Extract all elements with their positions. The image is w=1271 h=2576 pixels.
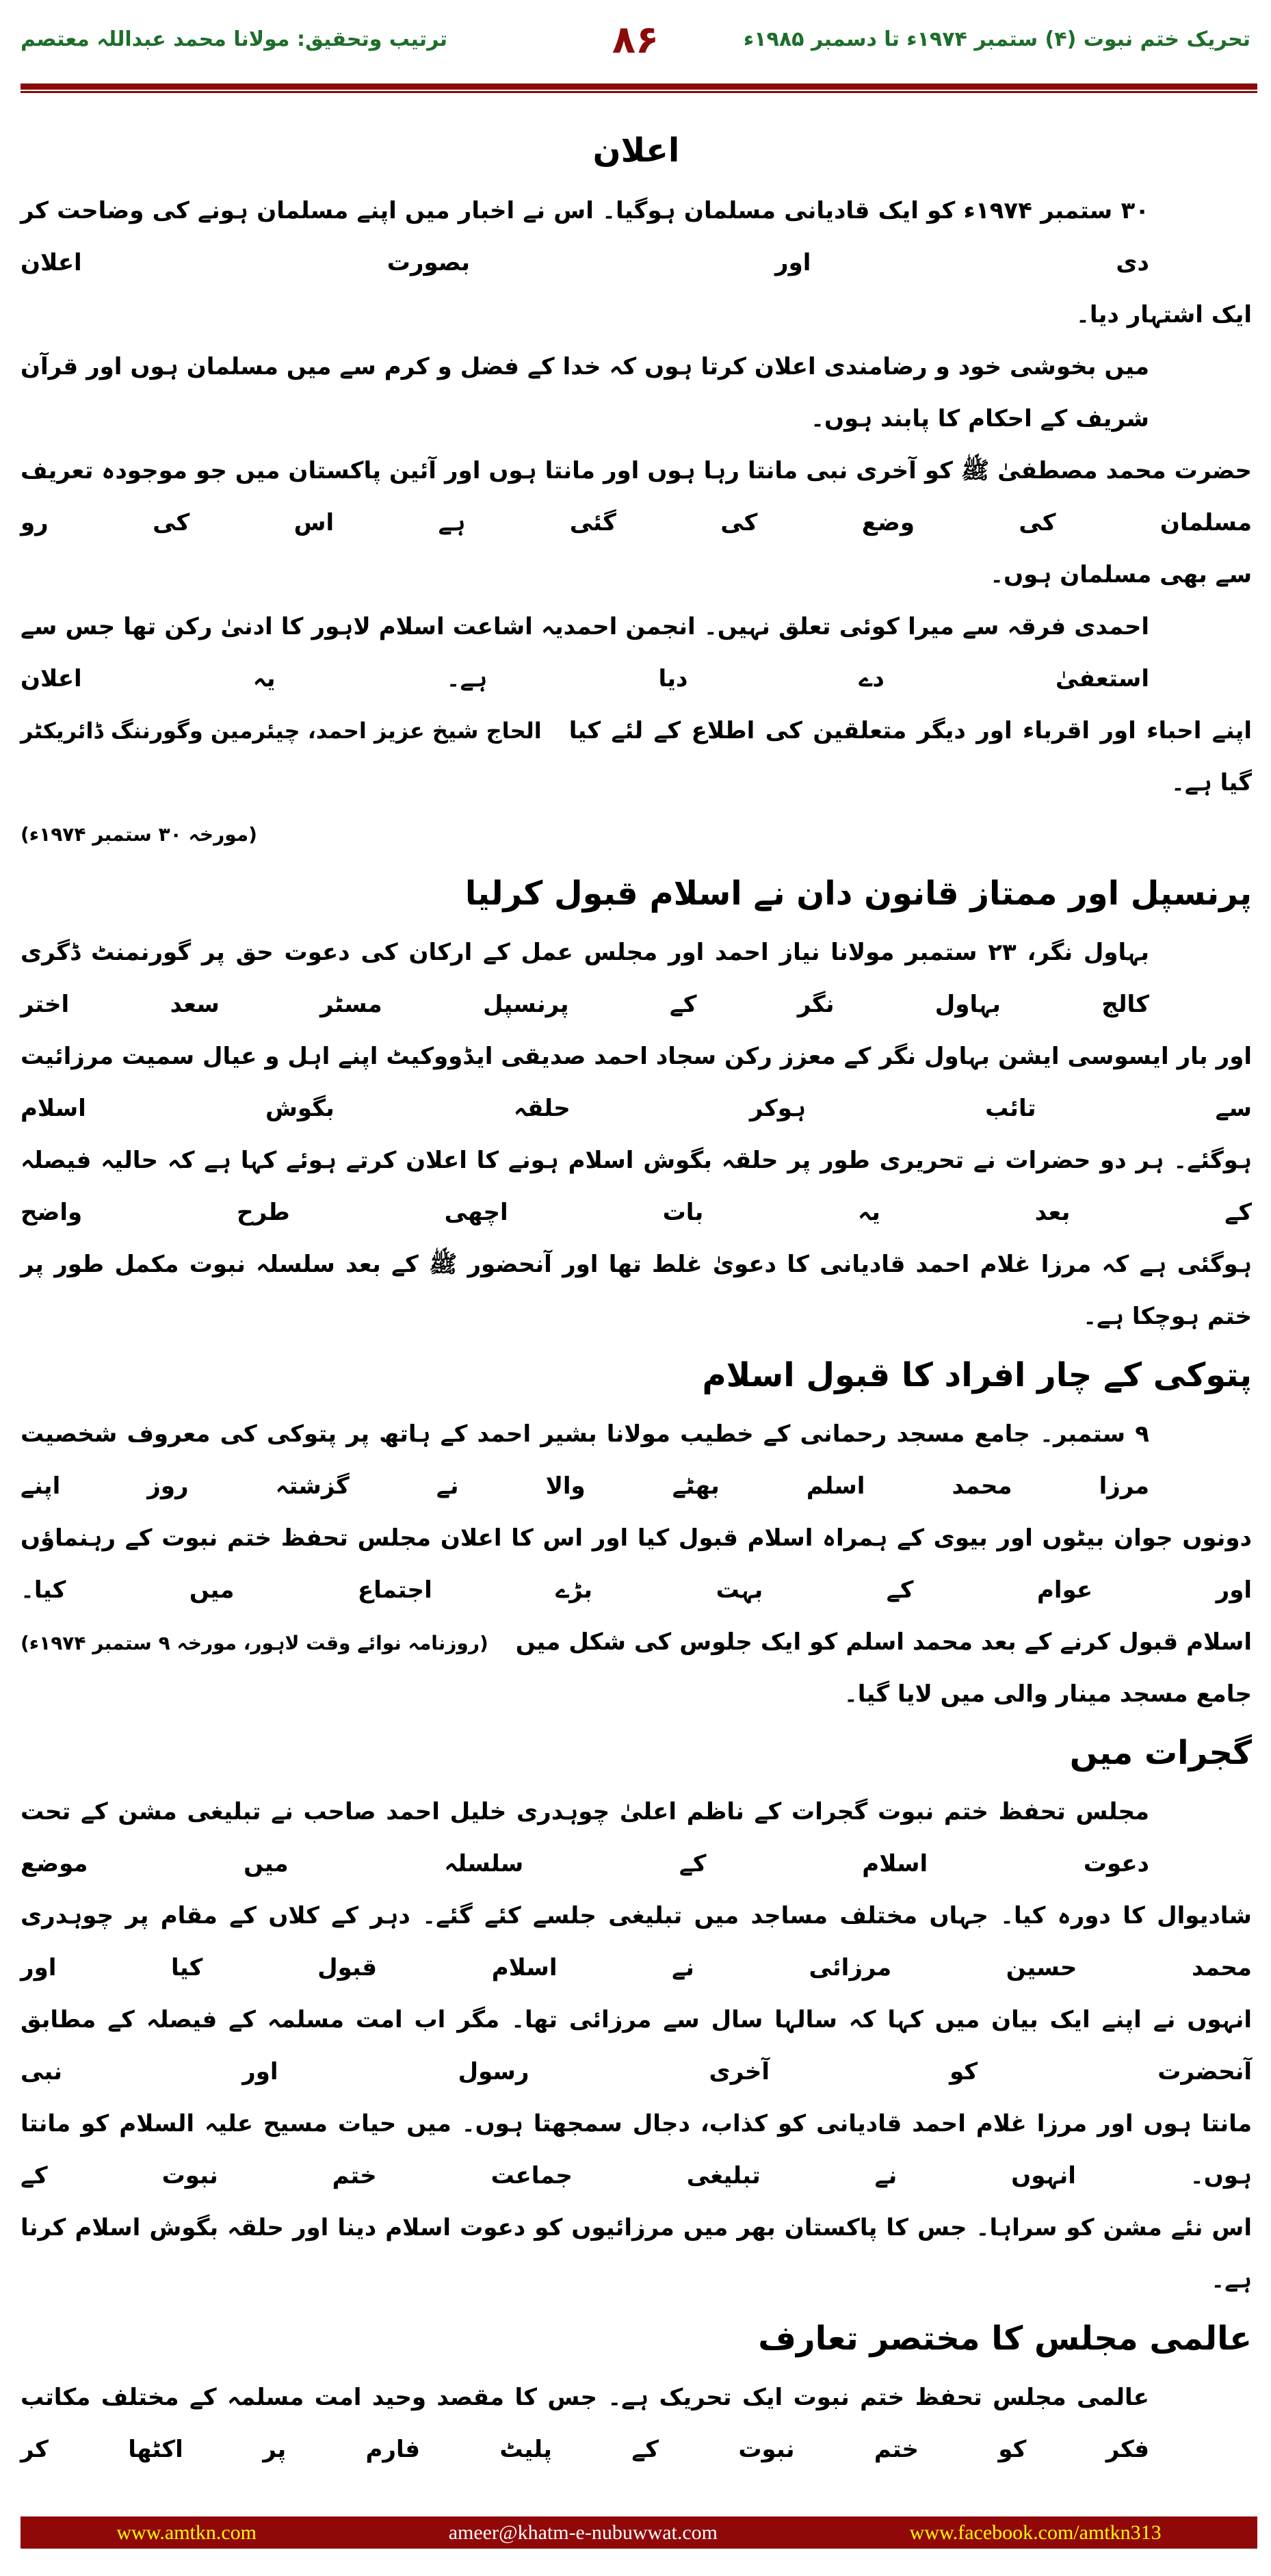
news-source: (روزنامہ نوائے وقت لاہور، مورخہ ۹ ستمبر ۱۹۷۴ء) (21, 1632, 488, 1654)
paragraph-line: انہوں نے اپنے ایک بیان میں کہا کہ سالہا سال سے مرزائی تھا۔ مگر اب امت مسلمہ کے فیصلہ کے مطابق آنحضرت کو آخری رسول اور نبی (21, 2006, 1252, 2085)
announcement-date: (مورخہ ۳۰ ستمبر ۱۹۷۴ء) (21, 823, 257, 846)
header-rule-thin (21, 91, 1257, 93)
paragraph-line: اور بار ایسوسی ایشن بہاول نگر کے معزز رکن سجاد احمد صدیقی ایڈووکیٹ اپنے اہل و عیال سمیت مرزائیت سے تائب ہوکر حلقہ بگوش اسلام (21, 1043, 1252, 1122)
paragraph-line: عالمی مجلس تحفظ ختم نبوت ایک تحریک ہے۔ جس کا مقصد وحید امت مسلمہ کے مختلف مکاتب فکر کو ختم نبوت کے پلیٹ فارم پر اکٹھا کر (21, 2384, 1149, 2463)
book-title: تحریک ختم نبوت (۴) ستمبر ۱۹۷۴ء تا دسمبر ۱۹۸۵ء (743, 27, 1250, 51)
date-row (21, 809, 1252, 861)
page-number: ۸۶ (612, 18, 659, 62)
paragraph-line: ۹ ستمبر۔ جامع مسجد رحمانی کے خطیب مولانا بشیر احمد کے ہاتھ پر پتوکی کی معروف شخصیت مرزا محمد اسلم بھٹے والا نے گزشتہ روز اپنے (21, 1420, 1149, 1500)
website-link[interactable]: www.amtkn.com (116, 2521, 257, 2544)
footer-bar (21, 2516, 1257, 2549)
signature: الحاج شیخ عزیز احمد، چیئرمین وگورننگ ڈائریکٹر (21, 718, 542, 744)
paragraph-line: میں بخوشی خود و رضامندی اعلان کرتا ہوں کہ خدا کے فضل و کرم سے میں مسلمان ہوں اور قرآن شریف کے احکام کا پابند ہوں۔ (21, 353, 1149, 432)
paragraph-line: احمدی فرقہ سے میرا کوئی تعلق نہیں۔ انجمن احمدیہ اشاعت اسلام لاہور کا ادنیٰ رکن تھا جس سے استعفیٰ دے دیا ہے۔ یہ اعلان (21, 613, 1149, 692)
page-body (21, 116, 1252, 2475)
paragraph-line: حضرت محمد مصطفیٰ ﷺ کو آخری نبی مانتا رہا ہوں اور مانتا ہوں اور آئین پاکستان میں جو موجودہ تعریف مسلمان کی وضع کی گئی ہے اس کی رو (21, 457, 1252, 536)
section-heading-principal: پرنسپل اور ممتاز قانون دان نے اسلام قبول کرلیا (464, 874, 1252, 913)
paragraph-line: مانتا ہوں اور مرزا غلام احمد قادیانی کو کذاب، دجال سمجھتا ہوں۔ میں حیات مسیح علیہ السلام کو مانتا ہوں۔ انہوں نے تبلیغی جماعت ختم نبوت کے (21, 2110, 1252, 2189)
paragraph-line: شادیوال کا دورہ کیا۔ جہاں مختلف مساجد میں تبلیغی جلسے کئے گئے۔ دہر کے کلاں کے مقام پر چوہدری محمد حسین مرزائی نے اسلام قبول کیا اور (21, 1902, 1252, 1981)
paragraph-line: بہاول نگر، ۲۳ ستمبر مولانا نیاز احمد اور مجلس عمل کے ارکان کی دعوت حق پر گورنمنٹ ڈگری کالج بہاول نگر کے پرنسپل مسٹر سعد اختر (21, 939, 1149, 1018)
paragraph-line: اسلام قبول کرنے کے بعد محمد اسلم کو ایک جلوس کی شکل میں جامع مسجد مینار والی میں لایا گیا۔ (515, 1628, 1252, 1708)
section-heading-gujrat: گجرات میں (1069, 1734, 1252, 1772)
paragraph-line: دونوں جوان بیٹوں اور بیوی کے ہمراہ اسلام قبول کیا اور اس کا اعلان مجلس تحفظ ختم نبوت کے رہنماؤں اور عوام کے بہت بڑے اجتماع میں کیا۔ (21, 1524, 1252, 1604)
email-link[interactable]: ameer@khatm-e-nubuwwat.com (448, 2521, 718, 2544)
compiler-credit: ترتیب وتحقیق: مولانا محمد عبداللہ معتصم (21, 27, 447, 51)
section-heading-introduction: عالمی مجلس کا مختصر تعارف (758, 2319, 1252, 2358)
closing-row (21, 705, 1252, 809)
facebook-link[interactable]: www.facebook.com/amtkn313 (909, 2521, 1162, 2544)
paragraph-line: سے بھی مسلمان ہوں۔ (990, 561, 1252, 588)
paragraph-line: اپنے احباء اور اقرباء اور دیگر متعلقین کی اطلاع کے لئے کیا گیا ہے۔ (568, 717, 1252, 796)
paragraph-line: اس نئے مشن کو سراہا۔ جس کا پاکستان بھر میں مرزائیوں کو دعوت اسلام دینا اور حلقہ بگوش اسلام کرنا ہے۔ (21, 2214, 1252, 2293)
paragraph-line: ہوگئی ہے کہ مرزا غلام احمد قادیانی کا دعویٰ غلط تھا اور آنحضور ﷺ کے بعد سلسلہ نبوت مکمل طور پر ختم ہوچکا ہے۔ (21, 1251, 1252, 1330)
header-rule-thick (21, 83, 1257, 90)
source-row (21, 1616, 1252, 1720)
section-heading-pattoki: پتوکی کے چار افراد کا قبول اسلام (702, 1356, 1252, 1394)
paragraph-line: ہوگئے۔ ہر دو حضرات نے تحریری طور پر حلقہ بگوش اسلام ہونے کا اعلان کرتے ہوئے کہا ہے کہ حالیہ فیصلہ کے بعد یہ بات اچھی طرح واضح (21, 1147, 1252, 1226)
paragraph-line: مجلس تحفظ ختم نبوت گجرات کے ناظم اعلیٰ چوہدری خلیل احمد صاحب نے تبلیغی مشن کے تحت دعوت اسلام کے سلسلہ میں موضع (21, 1798, 1149, 1877)
paragraph-line: ۳۰ ستمبر ۱۹۷۴ء کو ایک قادیانی مسلمان ہوگیا۔ اس نے اخبار میں اپنے مسلمان ہونے کی وضاحت کر دی اور بصورت اعلان (21, 197, 1149, 276)
section-heading-announcement: اعلان (592, 131, 680, 170)
page-header (0, 0, 1271, 103)
paragraph-line: ایک اشتہار دیا۔ (1075, 301, 1252, 328)
